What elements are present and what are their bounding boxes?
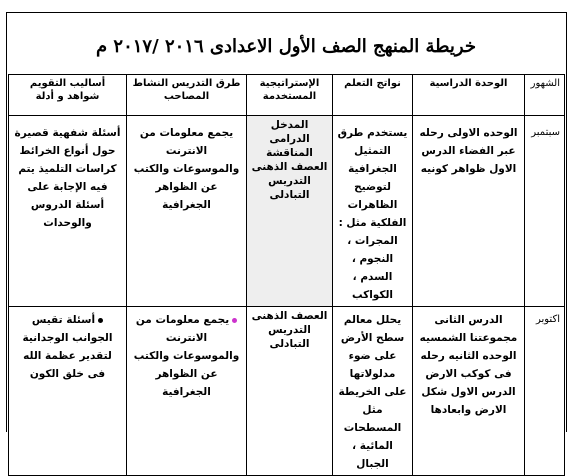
frame-left-border: [6, 12, 7, 432]
header-strategy: الإستراتيجية المستخدمة: [247, 75, 333, 116]
teaching-cell: يجمع معلومات من الانترنت والموسوعات والكتب عن الظواهر الجغرافية: [127, 116, 247, 307]
header-teaching: طرق التدريس النشاط المصاحب: [127, 75, 247, 116]
bullet-icon: [98, 318, 103, 323]
strategy-cell: العصف الذهنى التدريس التبادلى: [247, 307, 333, 476]
bullet-icon: [232, 318, 237, 323]
unit-cell: الوحده الاولى رحله عبر الفضاء الدرس الاول ظواهر كونيه: [413, 116, 525, 307]
frame-top-border: [6, 12, 566, 13]
assessment-cell: [9, 307, 127, 476]
teaching-cell: [127, 307, 247, 476]
month-cell: سبتمبر: [525, 116, 565, 307]
outcomes-cell: يحلل معالم سطح الأرض على ضوء مدلولاتها على الخريطة مثل المسطحات المائية ، الجبال: [333, 307, 413, 476]
page-title: خريطة المنهج الصف الأول الاعدادى ٢٠١٦ /٢٠١٧ م: [96, 36, 476, 57]
month-cell: اكتوبر: [525, 307, 565, 476]
unit-cell: الدرس الثانى مجموعتنا الشمسيه الوحده الثانيه رحله فى كوكب الارض الدرس الاول شكل الارض وابعادها: [413, 307, 525, 476]
assessment-text: أسئلة تقيس الجوانب الوجدانية لتقدير عظمة الله فى خلق الكون: [22, 314, 113, 380]
curriculum-table: [8, 74, 565, 476]
outcomes-cell: يستخدم طرق التمثيل الجغرافية لتوضيح الظاهرات الفلكية مثل : المجرات ، النجوم ، السدم ، الكواكب: [333, 116, 413, 307]
table-row: [9, 307, 565, 476]
frame-right-border: [566, 12, 567, 432]
teaching-text: يجمع معلومات من الانترنت والموسوعات والكتب عن الظواهر الجغرافية: [133, 314, 240, 398]
strategy-cell: المدخل الدرامى المناقشة العصف الذهنى التدريس التبادلى: [247, 116, 333, 307]
header-assessment: أساليب التقويم شواهد و أدلة: [9, 75, 127, 116]
table-header-row: [9, 75, 565, 116]
assessment-cell: أسئلة شفهية قصيرة حول أنواع الخرائط كراسات التلميذ يتم فيه الإجابة على أسئلة الدروس والوحدات: [9, 116, 127, 307]
header-unit: الوحدة الدراسية: [413, 75, 525, 116]
header-outcomes: نواتج التعلم: [333, 75, 413, 116]
header-months: الشهور: [525, 75, 565, 116]
table-row: [9, 116, 565, 307]
